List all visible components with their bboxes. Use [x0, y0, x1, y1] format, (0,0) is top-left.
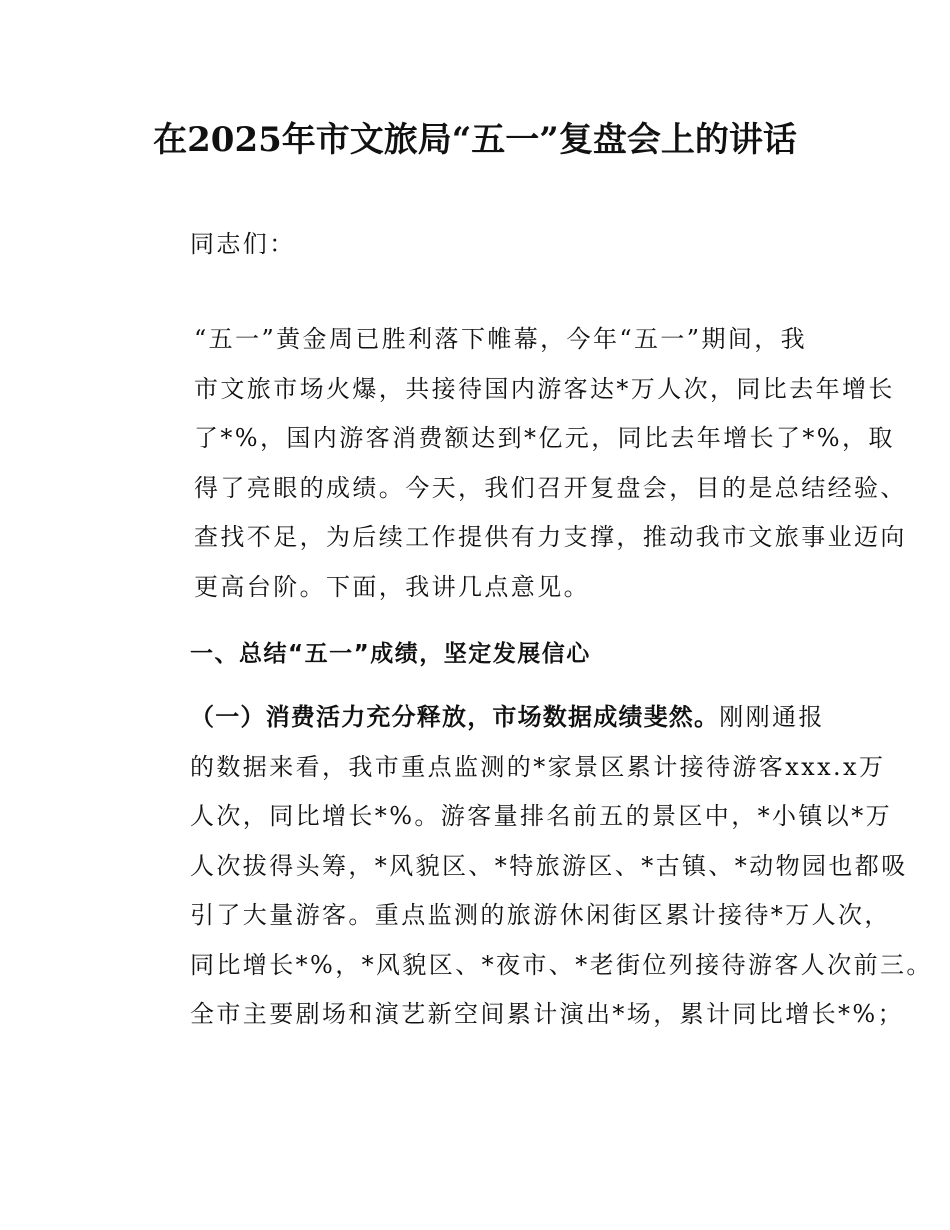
paragraph-line: 人次拔得头筹，*风貌区、*特旅游区、*古镇、*动物园也都吸	[190, 851, 908, 880]
paragraph-line: 的数据来看，我市重点监测的*家景区累计接待游客xxx.x万	[190, 752, 886, 781]
paragraph-line: 引了大量游客。重点监测的旅游休闲街区累计接待*万人次，	[190, 901, 891, 929]
paragraph-line: “五一”黄金周已胜利落下帷幕，今年“五一”期间，我	[194, 325, 808, 353]
paragraph-first-line	[142, 693, 825, 743]
paragraph-line: 更高台阶。下面，我讲几点意见。	[194, 572, 590, 601]
paragraph-line: 同比增长*%，*风貌区、*夜市、*老街位列接待游客人次前三。	[190, 950, 933, 979]
section-heading: 一、总结“五一”成绩，坚定发展信心	[190, 641, 591, 667]
salutation: 同志们：	[190, 230, 296, 258]
paragraph-line: 了*%，国内游客消费额达到*亿元，同比去年增长了*%，取	[194, 424, 895, 452]
paragraph-line: 得了亮眼的成绩。今天，我们召开复盘会，目的是总结经验、	[194, 473, 907, 502]
paragraph-line: 查找不足，为后续工作提供有力支撑，推动我市文旅事业迈向	[194, 523, 907, 551]
subsection-paragraph	[142, 693, 933, 1040]
paragraph-line: 人次，同比增长*%。游客量排名前五的景区中，*小镇以*万	[190, 802, 893, 830]
subsection-heading: （一）消费活力充分释放，市场数据成绩斐然。	[190, 703, 720, 731]
intro-paragraph	[142, 315, 907, 612]
document-title: 在2025年市文旅局“五一”复盘会上的讲话	[153, 120, 797, 160]
paragraph-line: 市文旅市场火爆，共接待国内游客达*万人次，同比去年增长	[194, 374, 895, 403]
paragraph-text: 刚刚通报	[719, 703, 825, 731]
paragraph-line: 全市主要剧场和演艺新空间累计演出*场，累计同比增长*%；	[190, 1000, 905, 1028]
